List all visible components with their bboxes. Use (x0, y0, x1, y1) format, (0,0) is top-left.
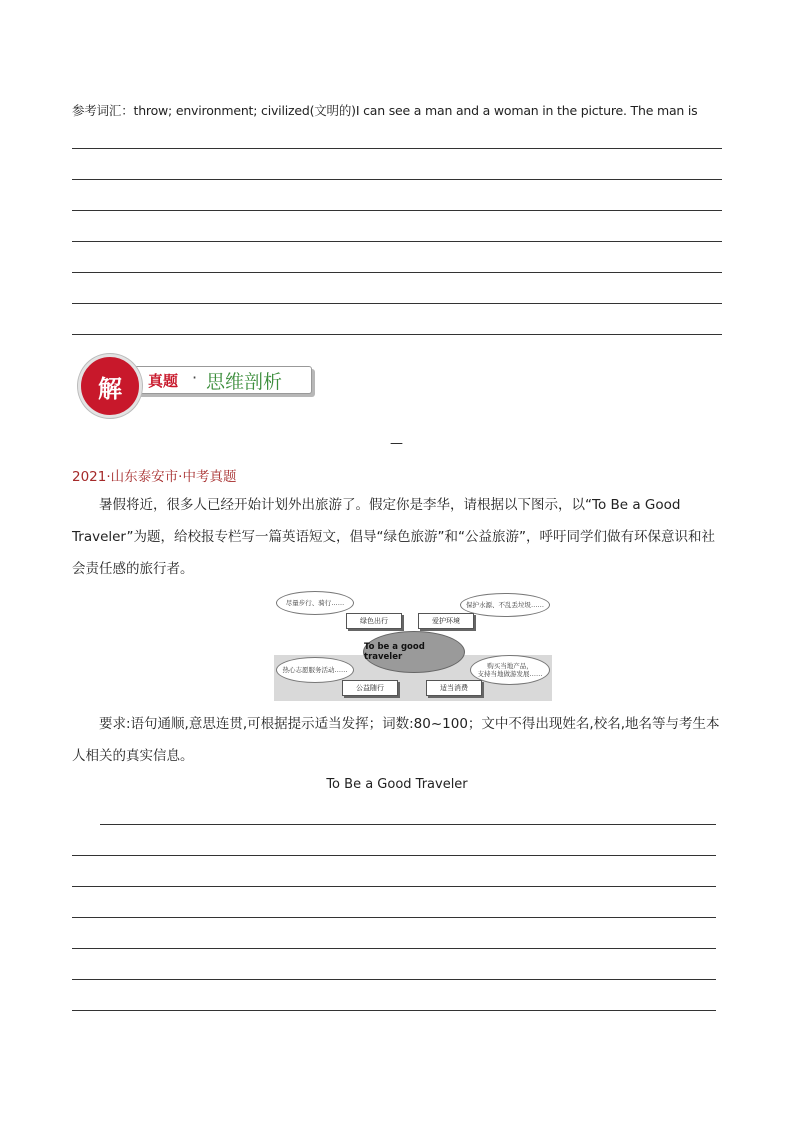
requirements-text: 要求:语句通顺,意思连贯,可根据提示适当发挥；词数:80~100；文中不得出现姓名,校名,地名等与考生本人相关的真实信息。 (72, 716, 720, 764)
tag-green-travel: 绿色出行 (346, 613, 402, 629)
dash-marker: — (390, 436, 403, 451)
writing-line (72, 948, 716, 949)
writing-line (100, 824, 716, 825)
writing-line (72, 917, 716, 918)
bubble-top-left: 尽量步行、骑行…… (276, 591, 354, 615)
mindmap-figure (274, 589, 552, 701)
writing-line (72, 241, 722, 242)
bubble-bottom-left: 热心志愿服务活动…… (276, 657, 354, 683)
tag-charity-travel: 公益随行 (342, 680, 398, 696)
writing-line (72, 272, 722, 273)
bubble-top-right: 保护水源、不乱丢垃圾…… (460, 593, 550, 617)
banner-label-red: 真题 (148, 372, 179, 390)
tag-protect-environment: 爱护环境 (418, 613, 474, 629)
bubble-bottom-right: 购买当地产品， 支持当地做游发展…… (470, 655, 550, 685)
prompt-text: 暑假将近，很多人已经开始计划外出旅游了。假定你是李华，请根据以下图示，以“To Be a Good Traveler”为题，给校报专栏写一篇英语短文，倡导“绿色旅游”和“公益旅游”，呼吁同学们做有环保意识和社会责任感的旅行者。 (72, 497, 716, 577)
writing-line (72, 179, 722, 180)
vocabulary-hint: 参考词汇：throw; environment; civilized(文明的)I can see a man and a woman in the picture. The man is (72, 103, 698, 118)
mindmap-center: To be a good traveler (363, 631, 465, 673)
essay-title: To Be a Good Traveler (326, 777, 468, 792)
writing-line (72, 303, 722, 304)
banner-badge-icon: 解 (78, 354, 142, 418)
banner-separator: · (192, 368, 198, 387)
writing-line (72, 1010, 716, 1011)
banner-label-green: 思维剖析 (206, 371, 283, 393)
writing-line (72, 148, 722, 149)
section-banner (78, 354, 318, 416)
writing-line (72, 886, 716, 887)
question-source: 2021·山东泰安市·中考真题 (72, 469, 237, 485)
writing-line (72, 210, 722, 211)
writing-line (72, 979, 716, 980)
writing-line (72, 855, 716, 856)
writing-line (72, 334, 722, 335)
tag-moderate-spending: 适当消费 (426, 680, 482, 696)
requirements-paragraph (72, 708, 722, 772)
prompt-paragraph (72, 489, 722, 585)
